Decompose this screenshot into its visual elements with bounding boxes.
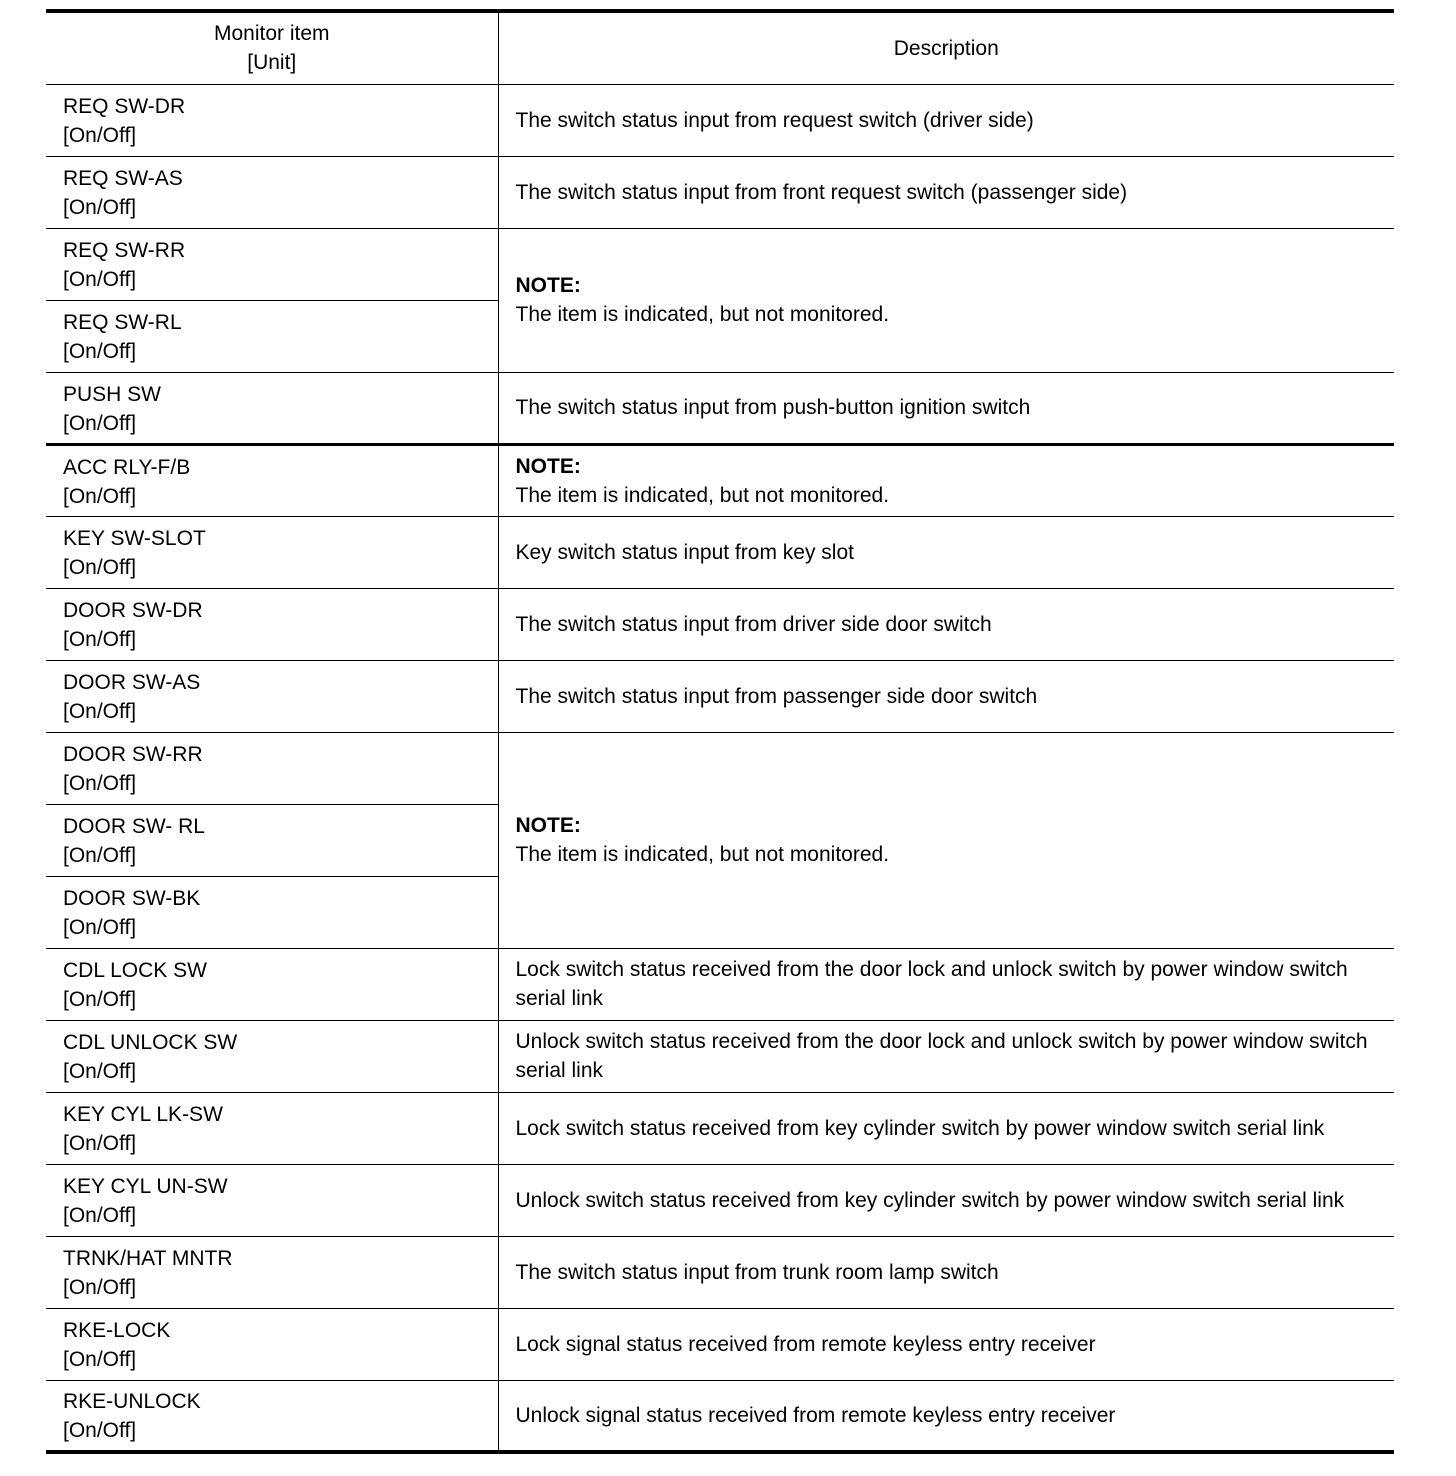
monitor-item-unit: [On/Off]: [63, 268, 137, 291]
monitor-item-cell: [46, 444, 498, 516]
monitor-item-name: KEY SW-SLOT: [63, 527, 206, 550]
monitor-item-unit: [On/Off]: [63, 916, 137, 939]
monitor-item-name: DOOR SW-AS: [63, 671, 201, 694]
table-row: [46, 732, 1394, 804]
description-cell: The switch status input from request switch (driver side): [498, 84, 1394, 156]
description-cell: The switch status input from push-button ignition switch: [498, 372, 1394, 444]
monitor-item-cell: [46, 876, 498, 948]
monitor-item-cell: [46, 732, 498, 804]
monitor-item-unit: [On/Off]: [63, 411, 137, 435]
table-row: [46, 1164, 1394, 1236]
table-row: [46, 1092, 1394, 1164]
monitor-item-unit: [On/Off]: [63, 628, 137, 651]
monitor-item-name: KEY CYL LK-SW: [63, 1103, 223, 1126]
description-cell: Unlock switch status received from the door lock and unlock switch by power window switch serial link: [498, 1020, 1394, 1092]
monitor-item-name: REQ SW-RL: [63, 311, 182, 334]
monitor-item-unit: [On/Off]: [63, 556, 137, 579]
monitor-item-unit: [On/Off]: [63, 1419, 137, 1443]
monitor-item-unit: [On/Off]: [63, 484, 137, 508]
monitor-item-unit: [On/Off]: [63, 1348, 137, 1371]
description-cell: Lock switch status received from key cylinder switch by power window switch serial link: [498, 1092, 1394, 1164]
monitor-item-unit: [On/Off]: [63, 124, 137, 147]
monitor-item-cell: [46, 1380, 498, 1452]
monitor-item-name: REQ SW-AS: [63, 167, 183, 190]
monitor-item-unit: [On/Off]: [63, 1204, 137, 1227]
monitor-item-cell: [46, 660, 498, 732]
monitor-item-unit: [On/Off]: [63, 772, 137, 795]
description-cell: The switch status input from passenger side door switch: [498, 660, 1394, 732]
header-monitor-item: [46, 11, 498, 84]
monitor-item-name: RKE-UNLOCK: [63, 1390, 201, 1414]
description-cell: Lock signal status received from remote keyless entry receiver: [498, 1308, 1394, 1380]
description-cell: Unlock switch status received from key cylinder switch by power window switch serial link: [498, 1164, 1394, 1236]
table-row: [46, 588, 1394, 660]
table-row: [46, 444, 1394, 516]
monitor-item-name: DOOR SW-DR: [63, 599, 203, 622]
monitor-item-cell: [46, 1020, 498, 1092]
monitor-item-name: KEY CYL UN-SW: [63, 1175, 228, 1198]
description-note-cell: [498, 732, 1394, 948]
monitor-item-cell: [46, 516, 498, 588]
note-label: NOTE:: [515, 454, 581, 478]
monitor-item-cell: [46, 156, 498, 228]
description-note-cell: [498, 228, 1394, 372]
description-cell: The switch status input from trunk room lamp switch: [498, 1236, 1394, 1308]
monitor-item-table: [46, 9, 1394, 1454]
table-row: [46, 1308, 1394, 1380]
monitor-item-unit: [On/Off]: [63, 196, 137, 219]
table-row: [46, 1236, 1394, 1308]
monitor-item-unit: [On/Off]: [63, 844, 137, 867]
table-row: [46, 228, 1394, 300]
note-text: The item is indicated, but not monitored.: [515, 843, 890, 866]
monitor-item-name: ACC RLY-F/B: [63, 455, 191, 479]
note-label: NOTE:: [515, 814, 581, 837]
description-cell: Key switch status input from key slot: [498, 516, 1394, 588]
monitor-item-cell: [46, 372, 498, 444]
table-row: [46, 516, 1394, 588]
monitor-item-name: PUSH SW: [63, 382, 162, 406]
header-description: Description: [498, 11, 1394, 84]
table-row: [46, 372, 1394, 444]
monitor-item-cell: [46, 1308, 498, 1380]
description-cell: Lock switch status received from the door lock and unlock switch by power window switch serial link: [498, 948, 1394, 1020]
monitor-item-cell: [46, 1236, 498, 1308]
table-row: [46, 1380, 1394, 1452]
monitor-item-cell: [46, 804, 498, 876]
monitor-item-name: RKE-LOCK: [63, 1319, 171, 1342]
monitor-item-cell: [46, 84, 498, 156]
table-row: [46, 1020, 1394, 1092]
header-monitor-item-label: Monitor item: [213, 22, 330, 46]
note-text: The item is indicated, but not monitored.: [515, 483, 890, 507]
monitor-item-cell: [46, 1164, 498, 1236]
monitor-item-name: REQ SW-DR: [63, 95, 186, 118]
monitor-item-cell: [46, 1092, 498, 1164]
monitor-item-name: DOOR SW-RR: [63, 743, 203, 766]
description-cell: The switch status input from front request switch (passenger side): [498, 156, 1394, 228]
monitor-item-unit: [On/Off]: [63, 340, 137, 363]
table-header-row: [46, 11, 1394, 84]
monitor-item-name: CDL UNLOCK SW: [63, 1031, 238, 1054]
monitor-item-name: TRNK/HAT MNTR: [63, 1247, 233, 1270]
description-note-cell: [498, 444, 1394, 516]
monitor-item-unit: [On/Off]: [63, 988, 137, 1011]
description-cell: Unlock signal status received from remote keyless entry receiver: [498, 1380, 1394, 1452]
table-row: [46, 660, 1394, 732]
monitor-item-unit: [On/Off]: [63, 1276, 137, 1299]
monitor-item-cell: [46, 948, 498, 1020]
table-row: [46, 84, 1394, 156]
description-cell: The switch status input from driver side door switch: [498, 588, 1394, 660]
monitor-item-cell: [46, 228, 498, 300]
header-unit-label: [Unit]: [247, 51, 297, 75]
monitor-item-cell: [46, 300, 498, 372]
note-text: The item is indicated, but not monitored.: [515, 303, 890, 326]
monitor-item-unit: [On/Off]: [63, 1060, 137, 1083]
monitor-item-name: DOOR SW- RL: [63, 815, 205, 838]
table-row: [46, 948, 1394, 1020]
monitor-item-name: CDL LOCK SW: [63, 959, 207, 982]
monitor-item-name: REQ SW-RR: [63, 239, 186, 262]
table-row: [46, 156, 1394, 228]
monitor-item-unit: [On/Off]: [63, 700, 137, 723]
monitor-item-cell: [46, 588, 498, 660]
note-label: NOTE:: [515, 274, 581, 297]
monitor-item-name: DOOR SW-BK: [63, 887, 201, 910]
monitor-item-unit: [On/Off]: [63, 1132, 137, 1155]
